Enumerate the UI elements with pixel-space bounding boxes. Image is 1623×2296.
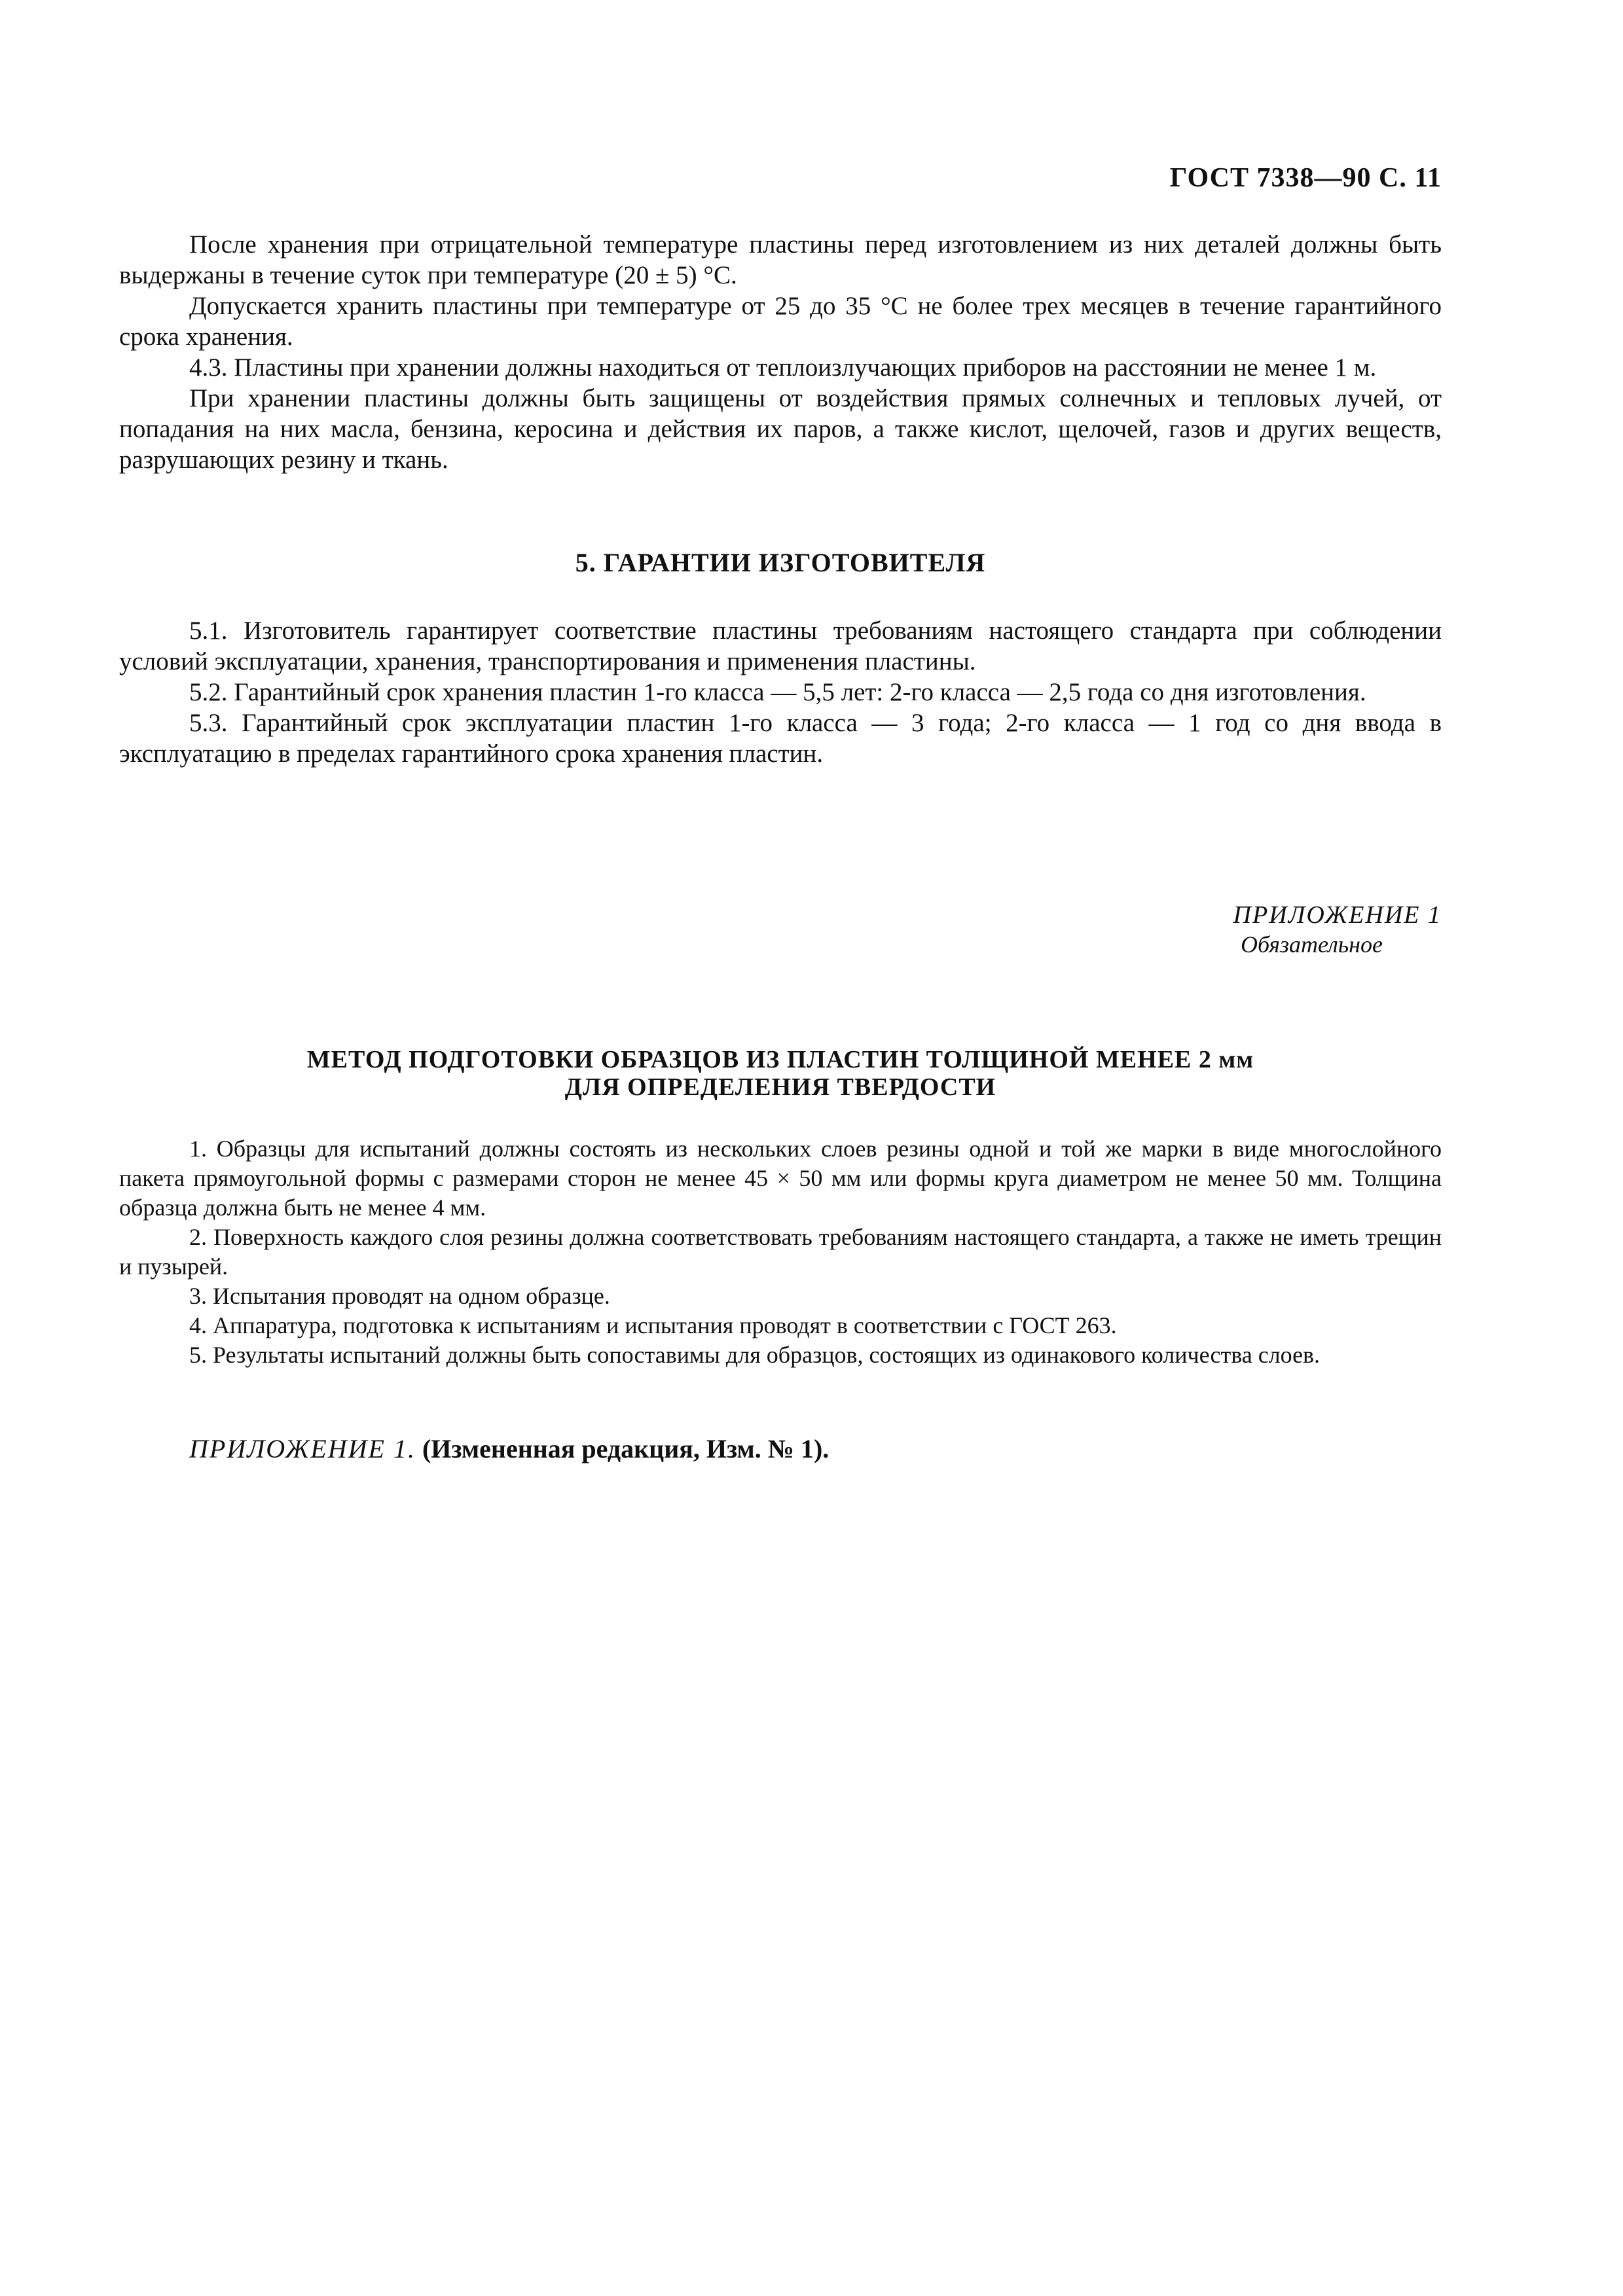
appendix-status: Обязательное xyxy=(1241,931,1383,958)
revision-note-ref: ПРИЛОЖЕНИЕ 1. xyxy=(189,1434,416,1463)
paragraph: После хранения при отрицательной температуре пластины перед изготовлением из них деталей должны быть выдержаны в течение суток при температуре (20 ± 5) °С. xyxy=(119,230,1442,289)
paragraph: Допускается хранить пластины при температуре от 25 до 35 °С не более трех месяцев в течение гарантийного срока хранения. xyxy=(119,292,1442,351)
appendix-title xyxy=(119,1046,1442,1101)
paragraph: 5.2. Гарантийный срок хранения пластин 1-го класса — 5,5 лет: 2-го класса — 2,5 года со дня изготовления. xyxy=(189,678,1366,706)
section-5-title: 5. ГАРАНТИИ ИЗГОТОВИТЕЛЯ xyxy=(575,548,986,577)
warranty-section xyxy=(119,615,1442,769)
paragraph: 2. Поверхность каждого слоя резины должна соответствовать требованиям настоящего стандарта, а также не иметь трещин и пузырей. xyxy=(119,1224,1442,1280)
paragraph: 5. Результаты испытаний должны быть сопоставимы для образцов, состоящих из одинакового количества слоев. xyxy=(189,1342,1321,1368)
paragraph: 4.3. Пластины при хранении должны находиться от теплоизлучающих приборов на расстоянии не менее 1 м. xyxy=(189,353,1377,382)
paragraph: 5.1. Изготовитель гарантирует соответствие пластины требованиям настоящего стандарта при соблюдении условий эксплуатации, хранения, транспортирования и применения пластины. xyxy=(119,617,1442,675)
paragraph: 4. Аппаратура, подготовка к испытаниям и испытания проводят в соответствии с ГОСТ 263. xyxy=(189,1312,1117,1338)
appendix-body xyxy=(119,1134,1442,1370)
appendix-number: ПРИЛОЖЕНИЕ 1 xyxy=(1233,901,1442,929)
revision-note xyxy=(189,1433,829,1464)
paragraph: При хранении пластины должны быть защищены от воздействия прямых солнечных и тепловых лучей, от попадания на них масла, бензина, керосина и действия их паров, а также кислот, щелочей, газов и других веществ, разрушающих резину и ткань. xyxy=(119,384,1442,474)
paragraph: 5.3. Гарантийный срок эксплуатации пластин 1-го класса — 3 года; 2-го класса — 1 год со дня ввода в эксплуатацию в пределах гарантийного срока хранения пластин. xyxy=(119,709,1442,768)
appendix-title-line-2: ДЛЯ ОПРЕДЕЛЕНИЯ ТВЕРДОСТИ xyxy=(564,1073,996,1101)
appendix-label xyxy=(1233,901,1442,958)
paragraph: 3. Испытания проводят на одном образце. xyxy=(189,1283,610,1309)
paragraph: 1. Образцы для испытаний должны состоять из нескольких слоев резины одной и той же марки в виде многослойного пакета прямоугольной формы с размерами сторон не менее 45 × 50 мм или формы круга диаметром не менее 50 мм. Толщина образца должна быть не менее 4 мм. xyxy=(119,1136,1442,1221)
appendix-title-line-1: МЕТОД ПОДГОТОВКИ ОБРАЗЦОВ ИЗ ПЛАСТИН ТОЛЩИНОЙ МЕНЕЕ 2 мм xyxy=(306,1046,1254,1073)
page-header: ГОСТ 7338—90 С. 11 xyxy=(1169,163,1442,193)
document-page xyxy=(119,0,1442,2296)
storage-section xyxy=(119,229,1442,475)
revision-note-text: (Измененная редакция, Изм. № 1). xyxy=(422,1434,830,1463)
